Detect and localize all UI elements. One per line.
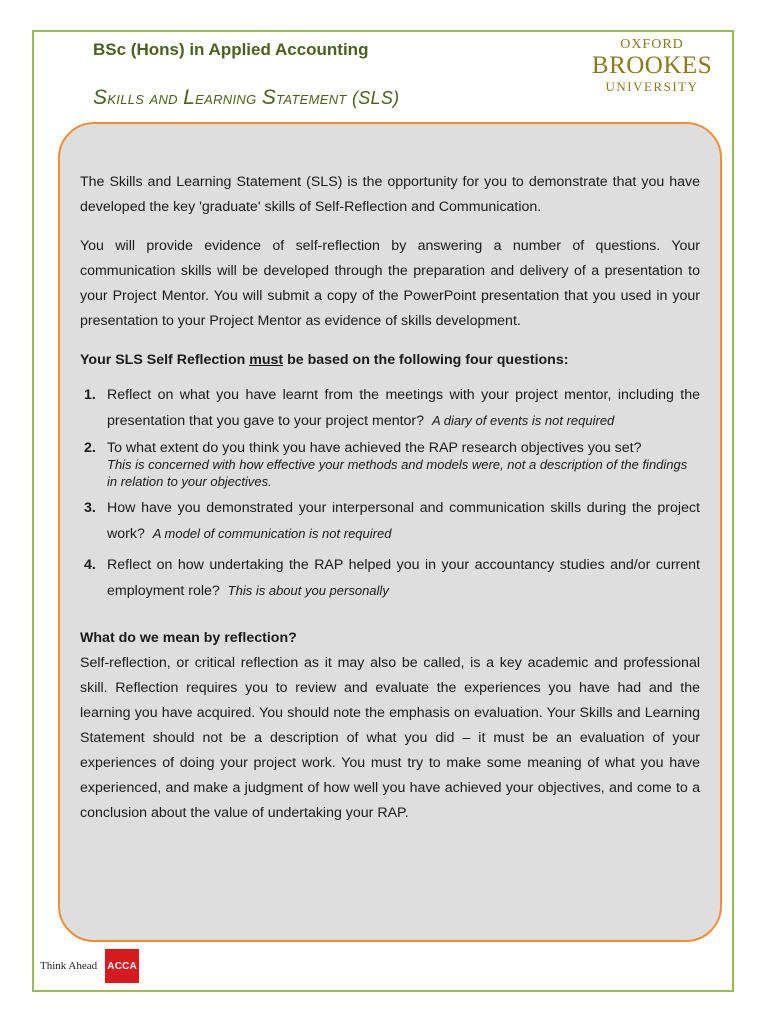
title-rest: tatement (SLS) [276, 88, 400, 108]
item-text: Reflect on what you have learnt from the meetings with your project mentor, including the presentation that you gave to your project mentor? [107, 387, 700, 429]
questions-heading-must: must [249, 352, 284, 368]
panel-content [80, 170, 700, 826]
logo-line-3: UNIVERSITY [605, 79, 699, 94]
item-text: To what extent do you think you have achieved the RAP research objectives you set? [107, 440, 642, 456]
title-cap: S [261, 86, 277, 109]
document-title [93, 86, 399, 110]
logo-line-1: OXFORD [620, 37, 684, 52]
item-note: A diary of events is not required [431, 413, 615, 428]
questions-heading [80, 348, 700, 373]
title-cap: S [93, 86, 108, 109]
list-item [80, 496, 700, 547]
intro-paragraph: The Skills and Learning Statement (SLS) is the opportunity for you to demonstrate that you have developed the key 'graduate' skills of Self-Reflection and Communication. [80, 174, 700, 215]
acca-logo: ACCA [105, 949, 139, 983]
item-number: 3. [84, 500, 96, 516]
item-number: 4. [84, 557, 96, 573]
item-note: This is concerned with how effective your methods and models were, not a description of the findings in relation to your objectives. [107, 457, 688, 489]
questions-heading-end: be based on the following four questions: [283, 352, 569, 368]
title-rest: kills and [107, 88, 184, 108]
reflection-paragraph: Self-reflection, or critical reflection as it may also be called, is a key academic and professional skill. Reflection requires you to review and evaluate the experiences you have had and the learning you have acquired. You should note the emphasis on evaluation. Your Skills and Learning Statement should not be a description of what you did – it must be an evaluation of your experiences of doing your project work. You must try to make some meaning of what you have experienced, and make a judgment of how well you have achieved your objectives, and come to a conclusion about the value of undertaking your RAP. [80, 655, 700, 821]
list-item [80, 436, 700, 490]
program-title: BSc (Hons) in Applied Accounting [93, 40, 369, 59]
oxford-brookes-logo [585, 38, 719, 93]
item-text: How have you demonstrated your interpersonal and communication skills during the project work? [107, 500, 700, 542]
reflection-heading: What do we mean by reflection? [80, 630, 297, 646]
title-rest: earning [195, 88, 262, 108]
title-cap: L [183, 86, 196, 109]
questions-heading-start: Your SLS Self Reflection [80, 352, 250, 368]
item-note: This is about you personally [227, 583, 389, 598]
list-item [80, 553, 700, 604]
logo-line-2: BROOKES [591, 52, 713, 79]
evidence-paragraph: You will provide evidence of self-reflection by answering a number of questions. Your communication skills will be developed through the preparation and delivery of a presentation to your Project Mentor. You will submit a copy of the PowerPoint presentation that you used in your presentation to your Project Mentor as evidence of skills development. [80, 238, 700, 329]
list-item [80, 383, 700, 434]
think-ahead-tagline: Think Ahead [40, 960, 98, 972]
footer [40, 949, 139, 983]
questions-list [80, 383, 700, 604]
item-text: Reflect on how undertaking the RAP helped you in your accountancy studies and/or current employment role? [107, 557, 700, 599]
item-number: 1. [84, 387, 96, 403]
item-number: 2. [84, 440, 96, 456]
item-note: A model of communication is not required [152, 526, 392, 541]
